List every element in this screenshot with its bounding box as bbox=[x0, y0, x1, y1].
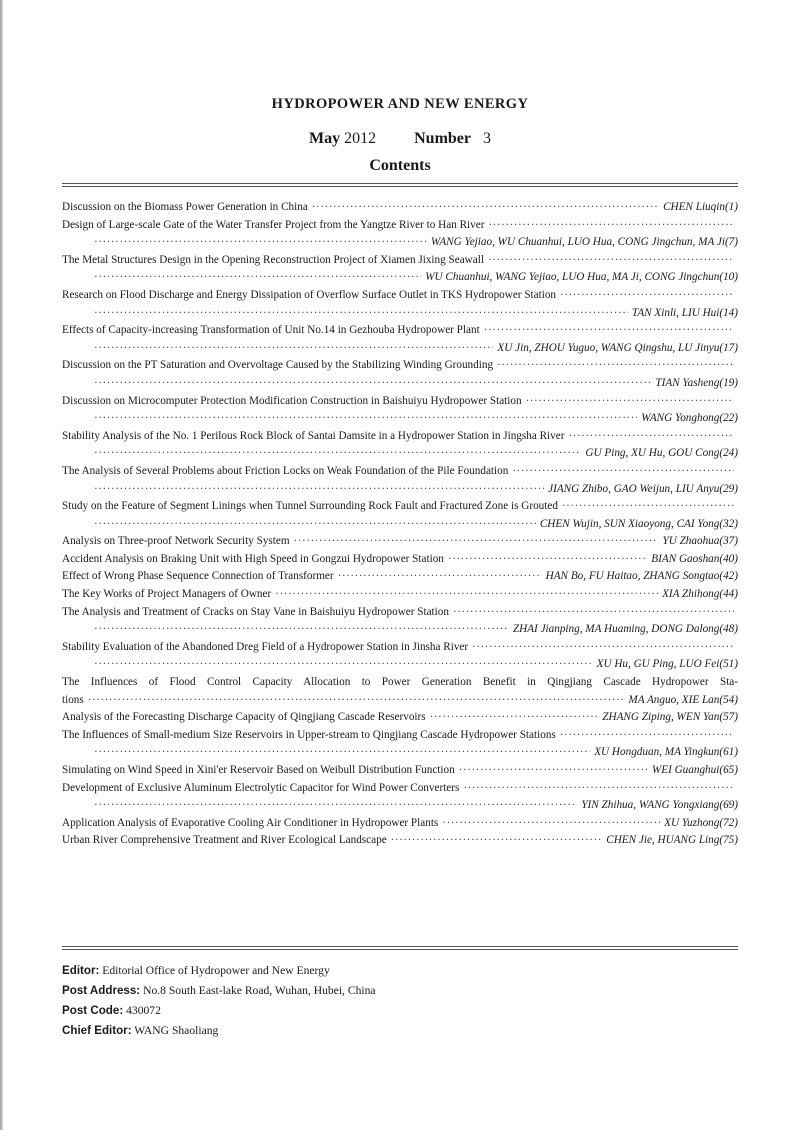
toc-page-number: (19) bbox=[719, 376, 738, 389]
toc-line bbox=[62, 604, 738, 622]
leader-dots bbox=[94, 744, 590, 762]
toc-author-names: YU Zhaohua bbox=[662, 535, 720, 548]
toc-title: Design of Large-scale Gate of the Water Transfer Project from the Yangtze River to Han River bbox=[62, 218, 485, 231]
toc-line bbox=[62, 551, 738, 569]
toc-title: The Metal Structures Design in the Opening Reconstruction Project of Xiamen Jixing Seawall bbox=[62, 253, 484, 266]
toc-title: Urban River Comprehensive Treatment and River Ecological Landscape bbox=[62, 834, 387, 847]
toc-page-number: (37) bbox=[719, 535, 738, 548]
leader-dots bbox=[391, 832, 603, 850]
toc-title: The Influences of Small-medium Size Reservoirs in Upper-stream to Qingjiang Cascade Hydropower Stations bbox=[62, 728, 556, 741]
toc-line bbox=[62, 481, 738, 499]
toc-page-number: (54) bbox=[719, 693, 738, 706]
toc-line bbox=[62, 287, 738, 305]
toc-title: Effect of Wrong Phase Sequence Connection of Transformer bbox=[62, 570, 334, 583]
chief-editor-value: WANG Shaoliang bbox=[134, 1024, 219, 1037]
leader-dots bbox=[453, 604, 734, 622]
leader-dots bbox=[484, 322, 734, 340]
toc-entry[interactable] bbox=[62, 832, 738, 850]
toc-line bbox=[62, 674, 738, 692]
toc-entry[interactable] bbox=[62, 217, 738, 252]
toc-line bbox=[62, 832, 738, 850]
toc-page-number: (24) bbox=[719, 447, 738, 460]
toc-page-number: (1) bbox=[724, 201, 738, 213]
toc-line bbox=[62, 797, 738, 815]
leader-dots bbox=[88, 692, 625, 710]
toc-authors bbox=[652, 762, 738, 780]
toc-authors bbox=[628, 692, 738, 710]
toc-authors bbox=[602, 709, 738, 727]
toc-author-names: YIN Zhihua, WANG Yongxiang bbox=[581, 799, 720, 812]
toc-authors bbox=[540, 516, 738, 534]
toc-page-number: (32) bbox=[719, 517, 738, 530]
toc-title: The Influences of Flood Control Capacity Allocation to Power Generation Benefit in Qingjiang Cascade Hydropower Sta- bbox=[62, 676, 738, 689]
toc-title: Stability Evaluation of the Abandoned Dreg Field of a Hydropower Station in Jinsha River bbox=[62, 640, 469, 653]
leader-dots bbox=[497, 357, 734, 375]
toc-entry[interactable] bbox=[62, 428, 738, 463]
toc-title: Stability Analysis of the No. 1 Perilous Rock Block of Santai Damsite in a Hydropower Station in Jingsha River bbox=[62, 429, 565, 442]
leader-dots bbox=[94, 375, 651, 393]
toc-line bbox=[62, 568, 738, 586]
toc-entry[interactable] bbox=[62, 604, 738, 639]
toc-entry[interactable] bbox=[62, 357, 738, 392]
toc-author-names: CHEN Wujin, SUN Xiaoyong, CAI Yong bbox=[539, 517, 720, 530]
toc-authors bbox=[664, 815, 738, 833]
toc-line bbox=[62, 445, 738, 463]
toc-entry[interactable] bbox=[62, 727, 738, 762]
publication-info bbox=[62, 961, 738, 1041]
toc-title: Study on the Feature of Segment Linings when Tunnel Surrounding Rock Fault and Fractured Zone is Grouted bbox=[62, 500, 558, 513]
postcode-line bbox=[62, 1001, 738, 1021]
toc-authors bbox=[651, 551, 738, 569]
leader-dots bbox=[94, 516, 536, 534]
toc-line bbox=[62, 762, 738, 780]
leader-dots bbox=[463, 780, 734, 798]
leader-dots bbox=[94, 797, 577, 815]
leader-dots bbox=[94, 621, 509, 639]
leader-dots bbox=[94, 305, 628, 323]
toc-entry[interactable] bbox=[62, 568, 738, 586]
journal-title: HYDROPOWER AND NEW ENERGY bbox=[271, 96, 529, 112]
toc-author-names: TIAN Yasheng bbox=[655, 376, 720, 389]
toc-author-names: ZHANG Ziping, WEN Yan bbox=[602, 711, 720, 724]
toc-line bbox=[62, 692, 738, 710]
toc-author-names: GU Ping, XU Hu, GOU Cong bbox=[585, 447, 720, 460]
toc-page-number: (69) bbox=[719, 799, 738, 812]
toc-title: Analysis of the Forecasting Discharge Capacity of Qingjiang Cascade Reservoirs bbox=[62, 711, 426, 724]
toc-author-names: XU Jin, ZHOU Yuguo, WANG Qingshu, LU Jinyu bbox=[497, 341, 720, 354]
toc-line bbox=[62, 815, 738, 833]
toc-line bbox=[62, 498, 738, 516]
toc-line bbox=[62, 252, 738, 270]
toc-author-names: XU Hu, GU Ping, LUO Fei bbox=[596, 658, 720, 671]
toc-author-names: CHEN Liuqin bbox=[663, 201, 725, 213]
address-label: Post Address: bbox=[62, 984, 141, 997]
toc-title: Accident Analysis on Braking Unit with High Speed in Gongzui Hydropower Station bbox=[62, 552, 444, 565]
toc-line bbox=[62, 621, 738, 639]
toc-author-names: XU Yuzhong bbox=[664, 816, 720, 829]
toc-line bbox=[62, 393, 738, 411]
toc-title: The Key Works of Project Managers of Owner bbox=[62, 588, 272, 601]
leader-dots bbox=[294, 533, 659, 551]
toc-entry[interactable] bbox=[62, 287, 738, 322]
toc-title: Analysis on Three-proof Network Security System bbox=[62, 535, 290, 548]
toc-line bbox=[62, 780, 738, 798]
leader-dots bbox=[338, 568, 542, 586]
toc-page-number: (40) bbox=[719, 552, 738, 565]
toc-author-names: WU Chuanhui, WANG Yejiao, LUO Hua, MA Ji, CONG Jingchun bbox=[425, 271, 720, 284]
toc-page-number: (42) bbox=[719, 570, 738, 583]
toc-title: Application Analysis of Evaporative Cooling Air Conditioner in Hydropower Plants bbox=[62, 816, 439, 829]
leader-dots bbox=[448, 551, 647, 569]
toc-authors bbox=[513, 621, 738, 639]
toc-authors bbox=[597, 656, 738, 674]
leader-dots bbox=[430, 709, 599, 727]
toc-line bbox=[62, 727, 738, 745]
toc-authors bbox=[632, 305, 738, 323]
toc-page-number: (75) bbox=[719, 834, 738, 847]
toc-line bbox=[62, 357, 738, 375]
toc-authors bbox=[662, 586, 738, 604]
leader-dots bbox=[526, 393, 734, 411]
toc-entry[interactable] bbox=[62, 709, 738, 727]
toc-title: The Analysis and Treatment of Cracks on Stay Vane in Baishuiyu Hydropower Station bbox=[62, 605, 449, 618]
toc-line bbox=[62, 428, 738, 446]
toc-line bbox=[62, 639, 738, 657]
toc-page-number: (14) bbox=[719, 306, 738, 319]
issue-month: May bbox=[309, 130, 341, 147]
toc-author-names: TAN Xinli, LIU Hui bbox=[631, 306, 720, 319]
toc-line bbox=[62, 234, 738, 252]
issue-line bbox=[0, 130, 800, 148]
toc-entry[interactable] bbox=[62, 252, 738, 287]
toc-line bbox=[62, 340, 738, 358]
leader-dots bbox=[312, 199, 659, 217]
toc-author-names: WEI Guanghui bbox=[651, 764, 720, 776]
toc-authors bbox=[585, 445, 738, 463]
toc-line bbox=[62, 656, 738, 674]
toc-entry[interactable] bbox=[62, 463, 738, 498]
toc-line bbox=[62, 463, 738, 481]
leader-dots bbox=[94, 269, 421, 287]
bottom-double-rule bbox=[62, 946, 738, 950]
toc-page-number: (10) bbox=[719, 271, 738, 284]
toc-authors bbox=[546, 568, 738, 586]
toc-title-continued: tions bbox=[62, 693, 84, 706]
toc-authors bbox=[548, 481, 738, 499]
toc-line bbox=[62, 586, 738, 604]
top-double-rule bbox=[62, 183, 738, 187]
toc-author-names: WANG Yonghong bbox=[641, 412, 720, 425]
toc-page-number: (48) bbox=[719, 623, 738, 636]
toc-page-number: (29) bbox=[719, 482, 738, 495]
toc-entry[interactable] bbox=[62, 780, 738, 815]
toc-page-number: (57) bbox=[719, 711, 738, 724]
toc-authors bbox=[655, 375, 738, 393]
toc-authors bbox=[431, 234, 738, 252]
toc-entry[interactable] bbox=[62, 393, 738, 428]
leader-dots bbox=[275, 586, 658, 604]
toc-entry[interactable] bbox=[62, 674, 738, 709]
contents-heading: Contents bbox=[369, 157, 431, 174]
toc-entry[interactable] bbox=[62, 322, 738, 357]
leader-dots bbox=[560, 727, 734, 745]
address-value: No.8 South East-lake Road, Wuhan, Hubei, China bbox=[143, 984, 376, 997]
toc-line bbox=[62, 744, 738, 762]
toc-authors bbox=[663, 199, 738, 217]
toc-line bbox=[62, 533, 738, 551]
leader-dots bbox=[472, 639, 734, 657]
toc-entry[interactable] bbox=[62, 586, 738, 604]
leader-dots bbox=[488, 217, 734, 235]
toc-author-names: JIANG Zhibo, GAO Weijun, LIU Anyu bbox=[548, 482, 720, 495]
postcode-value: 430072 bbox=[126, 1004, 161, 1017]
toc-author-names: CHEN Jie, HUANG Ling bbox=[606, 834, 720, 847]
toc-authors bbox=[641, 410, 738, 428]
toc-line bbox=[62, 709, 738, 727]
address-line bbox=[62, 981, 738, 1001]
leader-dots bbox=[488, 252, 734, 270]
leader-dots bbox=[562, 498, 734, 516]
toc-page-number: (65) bbox=[719, 764, 738, 776]
toc-title: The Analysis of Several Problems about Friction Locks on Weak Foundation of the Pile Foundation bbox=[62, 464, 509, 477]
editor-line bbox=[62, 961, 738, 981]
toc-entry[interactable] bbox=[62, 551, 738, 569]
toc-author-names: WANG Yejiao, WU Chuanhui, LUO Hua, CONG Jingchun, MA Ji bbox=[430, 236, 725, 249]
toc-entry[interactable] bbox=[62, 533, 738, 551]
toc-page-number: (51) bbox=[719, 658, 738, 671]
leader-dots bbox=[560, 287, 734, 305]
editor-label: Editor: bbox=[62, 964, 100, 977]
leader-dots bbox=[94, 445, 581, 463]
toc-title: Simulating on Wind Speed in Xini'er Reservoir Based on Weibull Distribution Function bbox=[62, 764, 455, 776]
leader-dots bbox=[94, 234, 427, 252]
toc-entry[interactable] bbox=[62, 199, 738, 217]
toc-authors bbox=[594, 744, 738, 762]
toc-page-number: (17) bbox=[719, 341, 738, 354]
toc-page-number: (22) bbox=[719, 412, 738, 425]
toc-page-number: (72) bbox=[719, 816, 738, 829]
toc-author-names: XU Hongduan, MA Yingkun bbox=[594, 746, 720, 759]
leader-dots bbox=[94, 656, 593, 674]
toc-line bbox=[62, 269, 738, 287]
issue-number: 3 bbox=[483, 130, 491, 147]
issue-number-label: Number bbox=[414, 130, 471, 147]
issue-year: 2012 bbox=[344, 130, 377, 147]
leader-dots bbox=[442, 815, 660, 833]
toc-line bbox=[62, 322, 738, 340]
leader-dots bbox=[94, 340, 493, 358]
leader-dots bbox=[512, 463, 734, 481]
toc-entry[interactable] bbox=[62, 498, 738, 533]
toc-author-names: MA Anguo, XIE Lan bbox=[628, 693, 720, 706]
toc-line bbox=[62, 305, 738, 323]
toc-title: Discussion on Microcomputer Protection Modification Construction in Baishuiyu Hydropower Station bbox=[62, 394, 522, 407]
toc-title: Development of Exclusive Aluminum Electrolytic Capacitor for Wind Power Converters bbox=[62, 781, 460, 794]
toc-line bbox=[62, 375, 738, 393]
chief-editor-line bbox=[62, 1021, 738, 1041]
toc-page-number: (44) bbox=[719, 588, 738, 601]
toc-line bbox=[62, 199, 738, 217]
toc-author-names: BIAN Gaoshan bbox=[651, 552, 720, 565]
toc-author-names: XIA Zhihong bbox=[662, 588, 720, 601]
toc-authors bbox=[425, 269, 738, 287]
toc-entry[interactable] bbox=[62, 639, 738, 674]
toc-title: Research on Flood Discharge and Energy Dissipation of Overflow Surface Outlet in TKS Hydropower Station bbox=[62, 288, 557, 301]
toc-page-number: (7) bbox=[724, 236, 738, 249]
toc-authors bbox=[606, 832, 738, 850]
toc-entry[interactable] bbox=[62, 815, 738, 833]
toc-authors bbox=[662, 533, 738, 551]
toc-title: Discussion on the PT Saturation and Overvoltage Caused by the Stabilizing Winding Grounding bbox=[62, 359, 494, 372]
leader-dots bbox=[94, 410, 637, 428]
postcode-label: Post Code: bbox=[62, 1004, 124, 1017]
toc-title: Discussion on the Biomass Power Generation in China bbox=[62, 201, 308, 213]
toc-authors bbox=[581, 797, 738, 815]
toc-author-names: HAN Bo, FU Haitao, ZHANG Songtao bbox=[545, 570, 720, 583]
toc-entry[interactable] bbox=[62, 762, 738, 780]
leader-dots bbox=[94, 481, 544, 499]
chief-editor-label: Chief Editor: bbox=[62, 1024, 132, 1037]
toc-line bbox=[62, 217, 738, 235]
toc-page-number: (61) bbox=[719, 746, 738, 759]
table-of-contents bbox=[62, 199, 738, 850]
toc-line bbox=[62, 410, 738, 428]
leader-dots bbox=[568, 428, 734, 446]
toc-title: Effects of Capacity-increasing Transformation of Unit No.14 in Gezhouba Hydropower Plant bbox=[62, 324, 480, 337]
toc-authors bbox=[497, 340, 738, 358]
editor-value: Editorial Office of Hydropower and New Energy bbox=[102, 964, 330, 977]
toc-author-names: ZHAI Jianping, MA Huaming, DONG Dalong bbox=[512, 623, 720, 636]
toc-line bbox=[62, 516, 738, 534]
leader-dots bbox=[459, 762, 648, 780]
